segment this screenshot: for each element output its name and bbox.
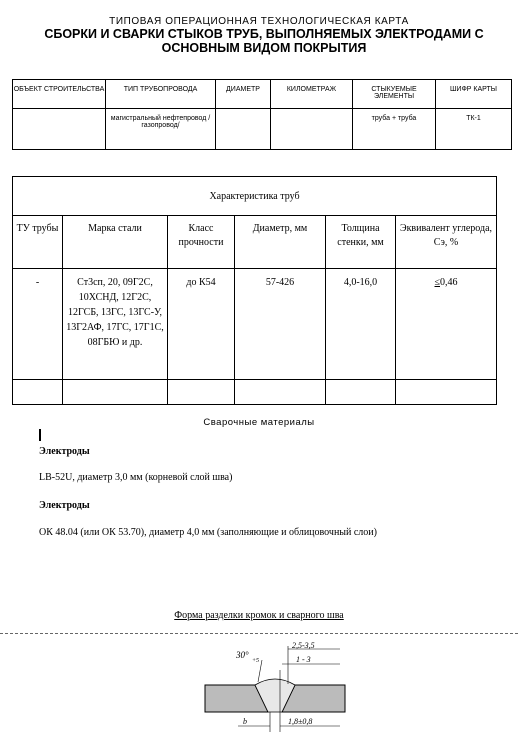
header-carbon-equivalent: Эквивалент углерода, Сэ, % xyxy=(396,216,497,269)
header-steel-grade: Марка стали xyxy=(63,216,168,269)
groove-form-title: Форма разделки кромок и сварного шва xyxy=(174,610,344,621)
empty-cell xyxy=(235,380,326,405)
joined-elements-text: труба + труба xyxy=(371,115,417,122)
header-kilometers: КИЛОМЕТРАЖ xyxy=(271,80,353,109)
cell-diameter: 57-426 xyxy=(235,269,326,380)
pipe-table-empty-row xyxy=(13,380,497,405)
header-card-code: ШИФР КАРТЫ xyxy=(436,80,512,109)
carbon-value: 0,46 xyxy=(440,277,458,288)
pipe-table-title-row xyxy=(13,177,497,216)
pipe-table-data-row xyxy=(13,269,497,380)
header-pipeline-type: ТИП ТРУБОПРОВОДА xyxy=(106,80,216,109)
dim-2: 1 - 3 xyxy=(296,655,311,664)
value-joined-elements xyxy=(353,109,436,150)
empty-cell xyxy=(63,380,168,405)
empty-cell xyxy=(326,380,396,405)
dim-1: 2,5-3,5 xyxy=(292,641,315,650)
welding-materials-title: Сварочные материалы xyxy=(203,417,315,428)
header-object: ОБЪЕКТ СТРОИТЕЛЬСТВА xyxy=(13,80,106,109)
text-cursor xyxy=(39,429,41,441)
info-table-header-row xyxy=(13,80,512,109)
carbon-le-symbol: ≤ xyxy=(434,277,440,288)
info-table-value-row xyxy=(13,109,512,150)
info-table xyxy=(12,79,512,150)
empty-cell xyxy=(13,380,63,405)
cell-strength-class: до К54 xyxy=(168,269,235,380)
dim-3: 1,8±0,8 xyxy=(288,717,313,726)
header-title-line1: ТИПОВАЯ ОПЕРАЦИОННАЯ ТЕХНОЛОГИЧЕСКАЯ КАРТА xyxy=(109,16,409,27)
header-diameter: ДИАМЕТР xyxy=(216,80,271,109)
header-tu: ТУ трубы xyxy=(13,216,63,269)
angle-tol: +5 xyxy=(252,658,260,664)
electrodes-label-1: Электроды xyxy=(39,446,90,457)
header-wall-thickness: Толщина стенки, мм xyxy=(326,216,396,269)
angle-value: 30° xyxy=(236,650,249,660)
value-kilometers xyxy=(271,109,353,150)
electrodes-label-2: Электроды xyxy=(39,500,90,511)
header-joined-elements: СТЫКУЕМЫЕ ЭЛЕМЕНТЫ xyxy=(353,80,436,109)
weld-groove-drawing xyxy=(200,640,350,740)
value-pipeline-type: магистральный нефтепровод /газопровод/ xyxy=(106,109,216,150)
value-object xyxy=(13,109,106,150)
dim-b: b xyxy=(243,717,247,726)
empty-cell xyxy=(168,380,235,405)
header-title-line2: СБОРКИ И СВАРКИ СТЫКОВ ТРУБ, ВЫПОЛНЯЕМЫХ ЭЛЕКТРОДАМИ С ОСНОВНЫМ ВИДОМ ПОКРЫТИЯ xyxy=(44,27,484,55)
cell-steel-grade: Ст3сп, 20, 09Г2С, 10ХСНД, 12Г2С, 12ГСБ, 13ГС, 13ГС-У, 13Г2АФ, 17ГС, 17Г1С, 08ГБЮ и др. xyxy=(63,269,168,380)
pipe-characteristics-table xyxy=(12,176,497,405)
cell-tu: - xyxy=(13,269,63,380)
page-break-line xyxy=(0,633,518,634)
electrodes-text-2: ОК 48.04 (или ОК 53.70), диаметр 4,0 мм (заполняющие и облицовочный слои) xyxy=(39,527,377,538)
cell-carbon-equivalent xyxy=(396,269,497,380)
pipe-table-header-row xyxy=(13,216,497,269)
header-diameter-mm: Диаметр, мм xyxy=(235,216,326,269)
value-diameter xyxy=(216,109,271,150)
empty-cell xyxy=(396,380,497,405)
electrodes-text-1: LB-52U, диаметр 3,0 мм (корневой слой шва) xyxy=(39,472,233,483)
header-strength-class: Класс прочности xyxy=(168,216,235,269)
value-card-code: ТК-1 xyxy=(436,109,512,150)
pipe-table-title: Характеристика труб xyxy=(13,177,497,216)
cell-wall-thickness: 4,0-16,0 xyxy=(326,269,396,380)
